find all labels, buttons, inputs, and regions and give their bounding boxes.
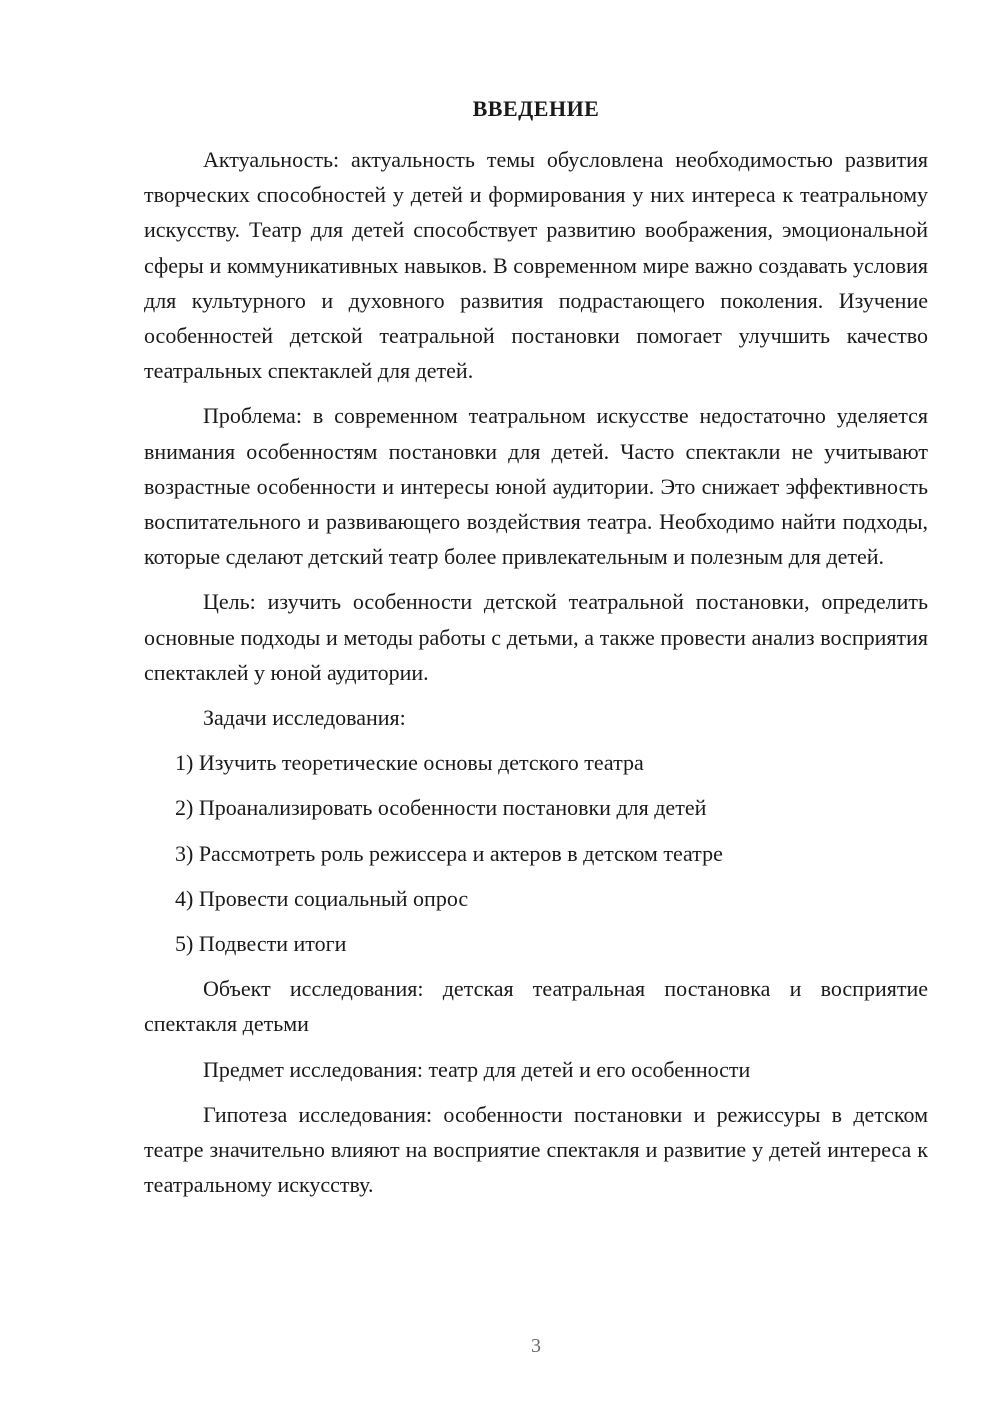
paragraph-problem: Проблема: в современном театральном искусстве недостаточно уделяется внимания особенностям постановки для детей. Часто спектакли не учитывают возрастные особенности и интересы юной аудитории. Это снижает эффективность воспитательного и развивающего воздействия театра. Необходимо найти подходы, которые сделают детский театр более привлекательным и полезным для детей. xyxy=(144,403,928,570)
paragraph-goal: Цель: изучить особенности детской театральной постановки, определить основные подходы и методы работы с детьми, а также провести анализ восприятия спектаклей у юной аудитории. xyxy=(144,589,928,685)
paragraph-relevance: Актуальность: актуальность темы обусловлена необходимостью развития творческих способностей у детей и формирования у них интереса к театральному искусству. Театр для детей способствует развитию воображения, эмоциональной сферы и коммуникативных навыков. В современном мире важно создавать условия для культурного и духовного развития подрастающего поколения. Изучение особенностей детской театральной постановки помогает улучшить качество театральных спектаклей для детей. xyxy=(144,147,928,384)
list-item: 3) Рассмотреть роль режиссера и актеров в детском театре xyxy=(175,840,723,866)
page-number: 3 xyxy=(531,1335,541,1357)
list-item: 1) Изучить теоретические основы детского театра xyxy=(175,750,644,776)
list-item: 4) Провести социальный опрос xyxy=(175,885,469,911)
tasks-title: Задачи исследования: xyxy=(203,705,406,731)
paragraph-subject: Предмет исследования: театр для детей и его особенности xyxy=(203,1056,751,1082)
paragraph-hypothesis: Гипотеза исследования: особенности постановки и режиссуры в детском театре значительно влияют на восприятие спектакля и развитие у детей интереса к театральному искусству. xyxy=(144,1101,928,1198)
tasks-list xyxy=(144,745,928,961)
list-item: 5) Подвести итоги xyxy=(175,931,347,957)
document-body xyxy=(144,142,928,1212)
page-title: ВВЕДЕНИЕ xyxy=(472,96,600,121)
paragraph-object: Объект исследования: детская театральная постановка и восприятие спектакля детьми xyxy=(144,976,928,1037)
list-item: 2) Проанализировать особенности постановки для детей xyxy=(175,795,707,821)
